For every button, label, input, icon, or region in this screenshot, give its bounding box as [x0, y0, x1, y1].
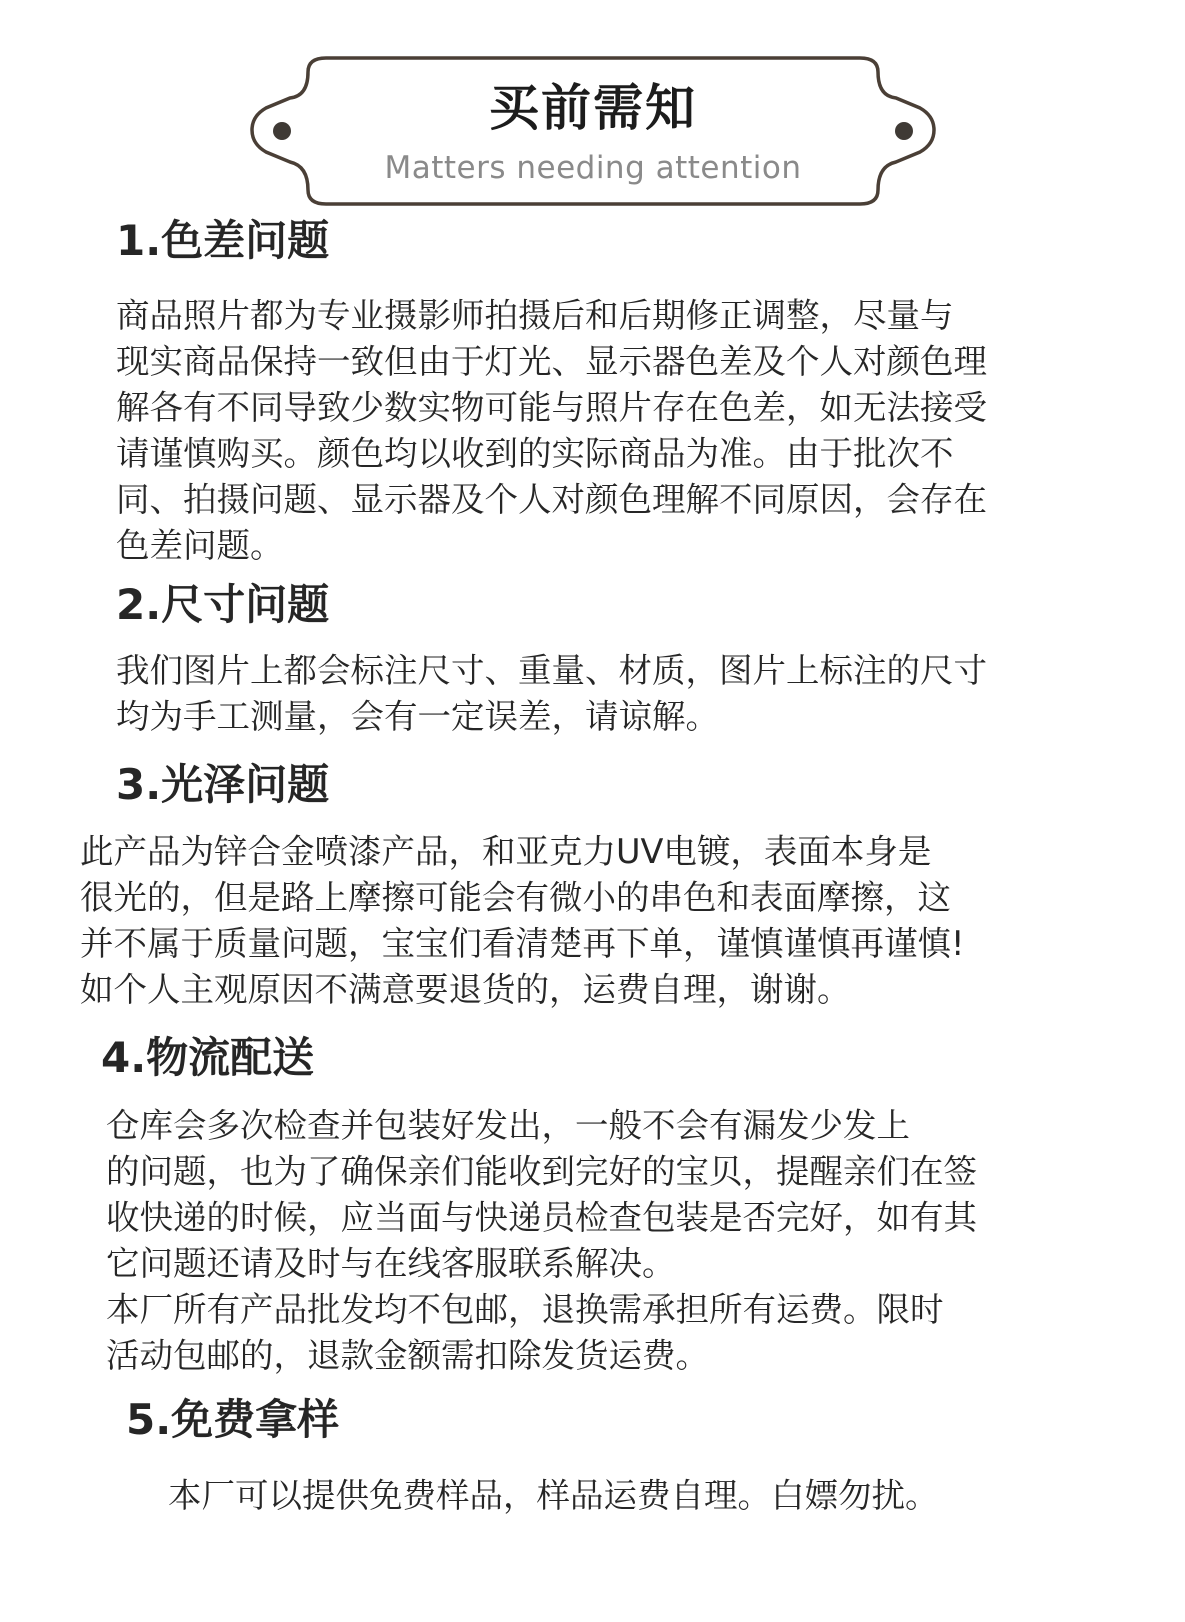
paragraph-line: 的问题，也为了确保亲们能收到完好的宝贝，提醒亲们在签	[106, 1152, 977, 1191]
paragraph-line: 本厂所有产品批发均不包邮，退换需承担所有运费。限时	[106, 1290, 944, 1329]
section-body-gloss	[80, 829, 964, 1013]
header-badge	[248, 54, 938, 214]
paragraph-line: 收快递的时候，应当面与快递员检查包装是否完好，如有其	[106, 1198, 977, 1237]
paragraph-line: 我们图片上都会标注尺寸、重量、材质，图片上标注的尺寸	[116, 651, 987, 690]
paragraph-line: 商品照片都为专业摄影师拍摄后和后期修正调整，尽量与	[116, 296, 954, 335]
paragraph-line: 活动包邮的，退款金额需扣除发货运费。	[106, 1336, 709, 1375]
paragraph-line: 此产品为锌合金喷漆产品，和亚克力UV电镀，表面本身是	[80, 832, 932, 871]
paragraph-line: 色差问题。	[116, 526, 284, 565]
paragraph-line: 同、拍摄问题、显示器及个人对颜色理解不同原因，会存在	[116, 480, 987, 519]
paragraph-line: 本厂可以提供免费样品，样品运费自理。白嫖勿扰。	[168, 1476, 939, 1515]
section-heading-gloss: 3.光泽问题	[116, 760, 330, 809]
paragraph-line: 它问题还请及时与在线客服联系解决。	[106, 1244, 676, 1283]
paragraph-line: 很光的，但是路上摩擦可能会有微小的串色和表面摩擦，这	[80, 878, 951, 917]
section-heading-logistics: 4.物流配送	[101, 1033, 315, 1082]
paragraph-line: 请谨慎购买。颜色均以收到的实际商品为准。由于批次不	[116, 434, 954, 473]
section-heading-size: 2.尺寸问题	[116, 580, 330, 629]
paragraph-line: 现实商品保持一致但由于灯光、显示器色差及个人对颜色理	[116, 342, 987, 381]
paragraph-line: 解各有不同导致少数实物可能与照片存在色差，如无法接受	[116, 388, 987, 427]
paragraph-line: 并不属于质量问题，宝宝们看清楚再下单，谨慎谨慎再谨慎!	[80, 924, 965, 963]
section-body-free-sample	[168, 1473, 939, 1519]
paragraph-line: 均为手工测量，会有一定误差，请谅解。	[116, 697, 719, 736]
section-heading-free-sample: 5.免费拿样	[126, 1395, 340, 1444]
section-body-size	[116, 648, 987, 740]
section-body-logistics	[106, 1103, 977, 1379]
paragraph-line: 如个人主观原因不满意要退货的，运费自理，谢谢。	[80, 970, 851, 1009]
page-subtitle: Matters needing attention	[384, 150, 802, 186]
section-body-color-difference	[116, 293, 987, 569]
paragraph-line: 仓库会多次检查并包装好发出，一般不会有漏发少发上	[106, 1106, 910, 1145]
section-heading-color-difference: 1.色差问题	[116, 216, 330, 265]
page-title: 买前需知	[489, 79, 697, 137]
